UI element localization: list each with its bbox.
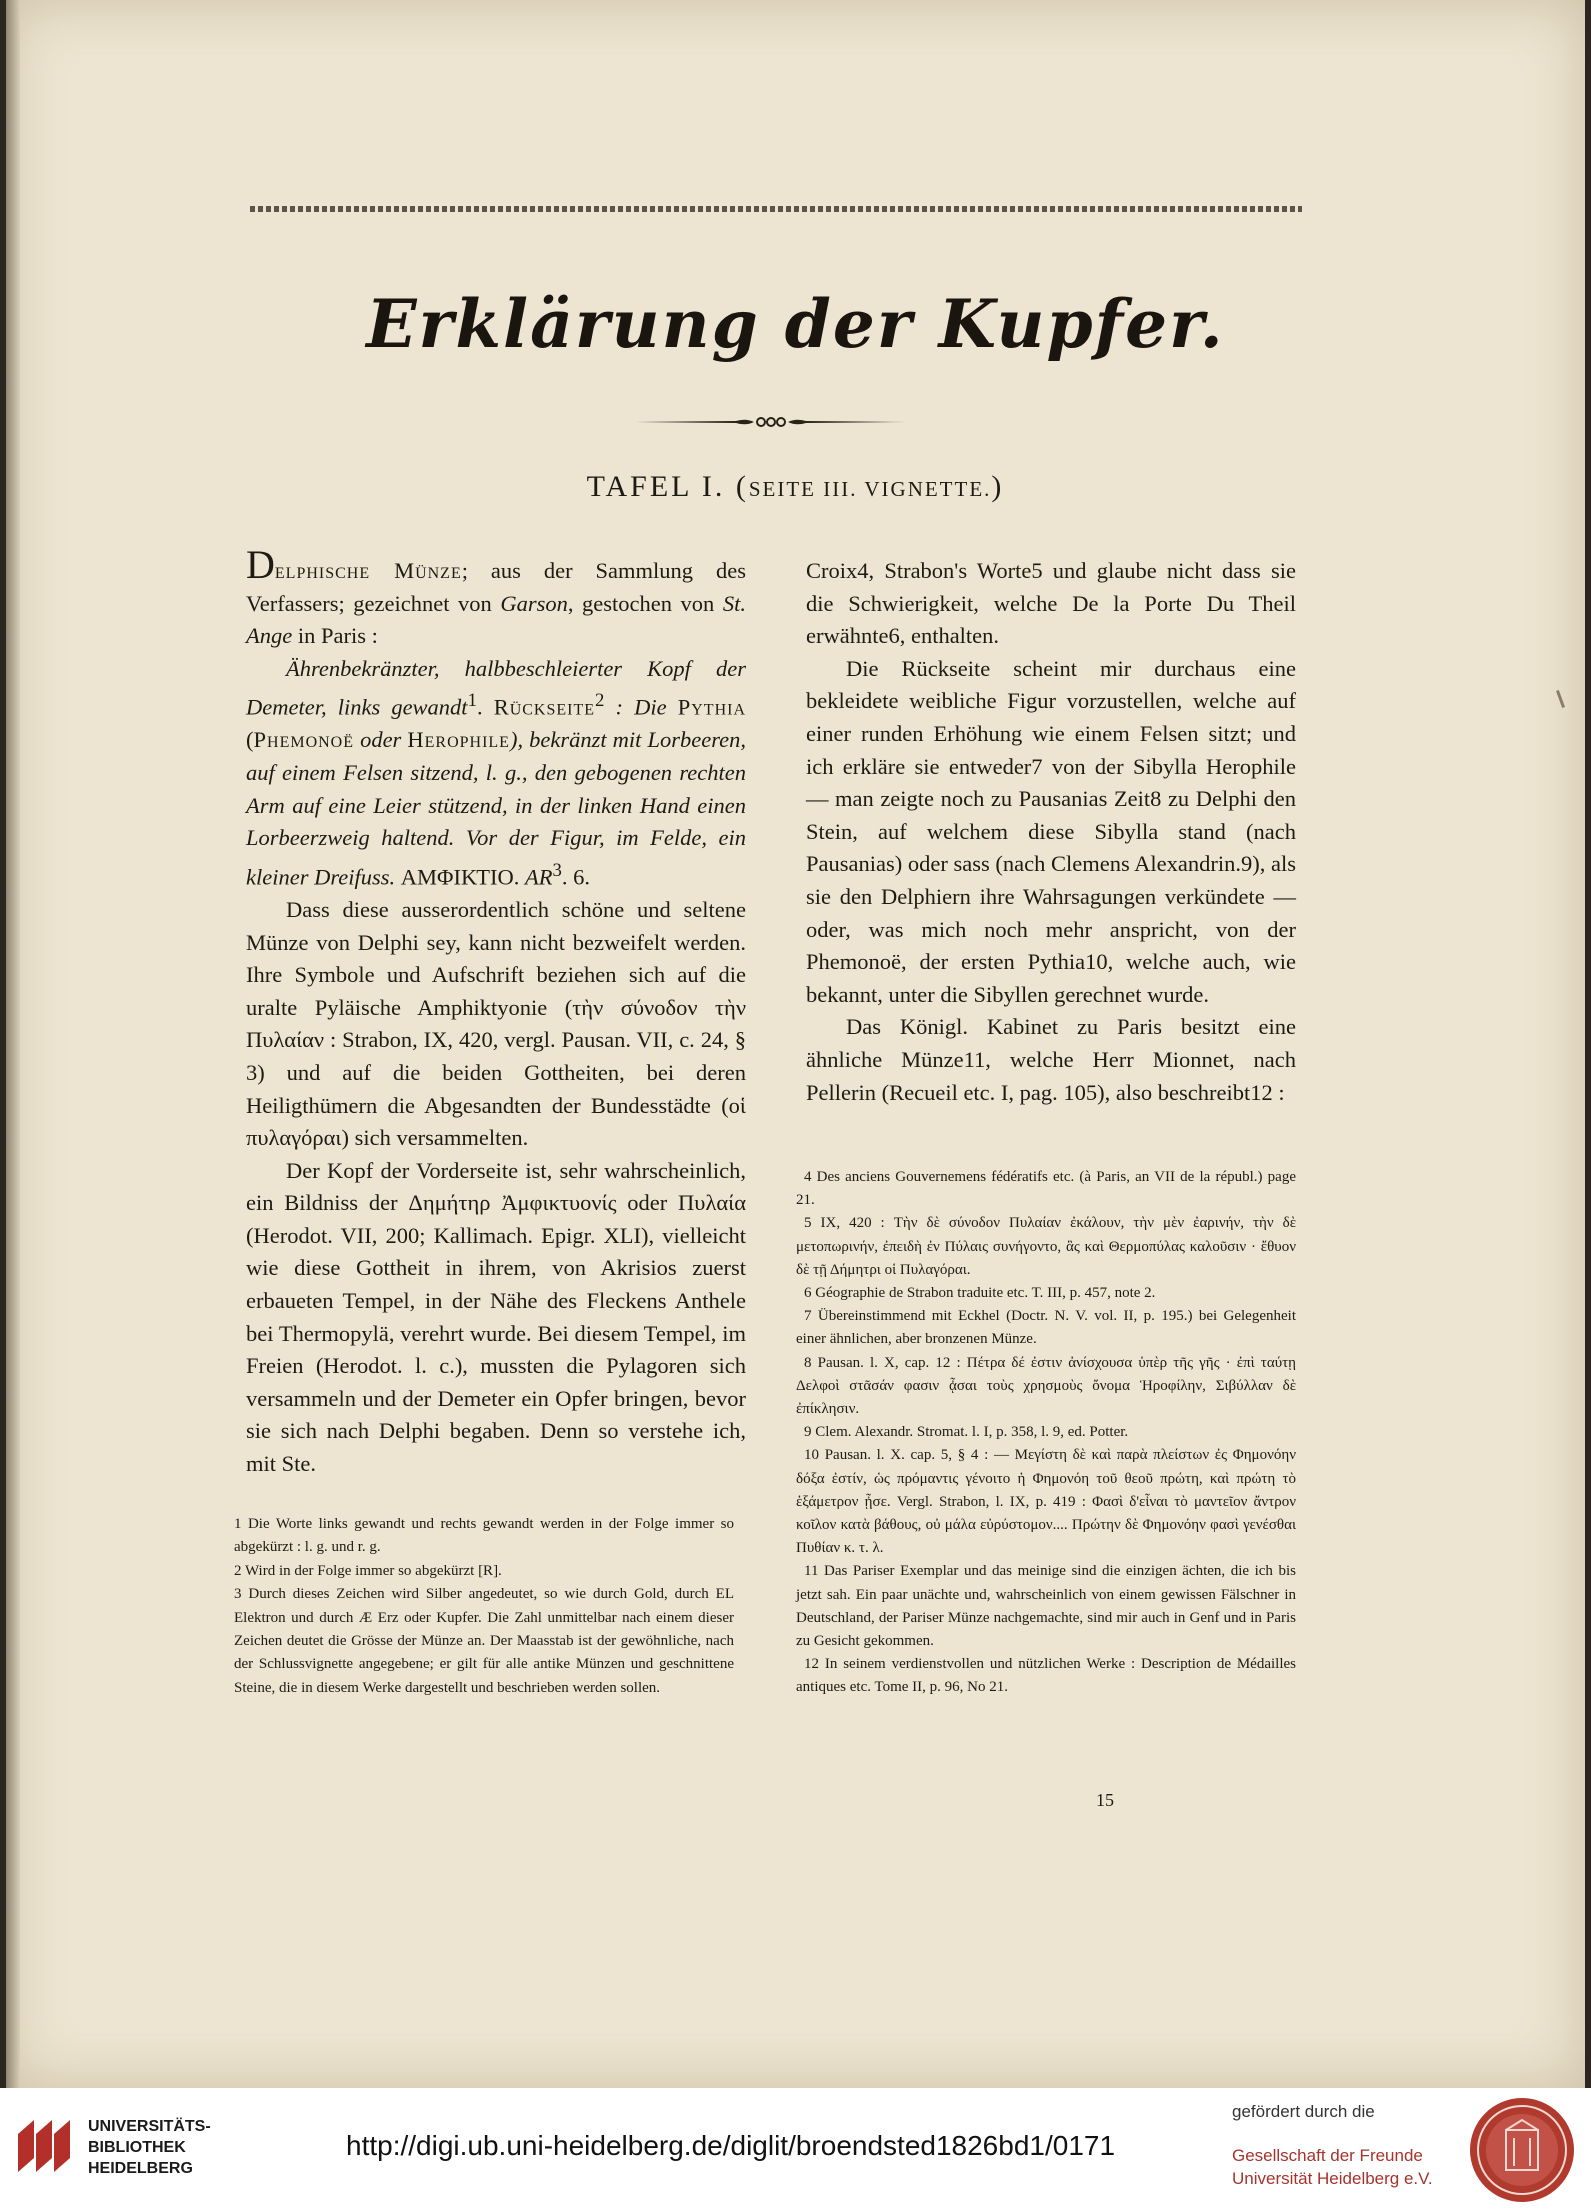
footnote: 2 Wird in der Folge immer so abgekürzt [R].: [234, 1562, 502, 1579]
heading-close: ): [991, 470, 1005, 503]
sponsor-line: Gesellschaft der Freunde: [1232, 2146, 1423, 2165]
decorative-rule-top: [250, 206, 1302, 212]
text-run: .: [476, 694, 494, 720]
footnote-ref: 3: [552, 859, 562, 881]
footnote: 7 Übereinstimmend mit Eckhel (Doctr. N. V. vol. II, p. 195.) bei Gelegenheit einer ähnlichen, aber bronzenen Münze.: [796, 1308, 1296, 1348]
university-seal-icon[interactable]: [1468, 2096, 1576, 2204]
text-run: ; aus der Sammlung des Verfassers; gezeichnet von: [246, 558, 746, 616]
drop-cap: D: [246, 542, 275, 587]
digitization-footer: [0, 2088, 1591, 2210]
artist-name: Garson: [500, 590, 568, 616]
margin-mark: [1556, 690, 1565, 708]
footnote: 8 Pausan. l. X, cap. 12 : Πέτρα δέ ἐστιν ἀνίσχουσα ὑπὲρ τῆς γῆς · ἐπὶ ταύτῃ Δελφοὶ στᾶσάν φασιν ᾆσαι τοὺς χρησμοὺς ὄνομα Ἡροφίλην, Σιβύλλαν δὲ ἐπίκλησιν.: [796, 1354, 1296, 1418]
footnote: 4 Des anciens Gouvernemens fédératifs etc. (à Paris, an VII de la républ.) page 21.: [796, 1169, 1296, 1209]
text-run: ), bekränzt mit Lorbeeren, auf einem Felsen sitzend, l. g., den gebogenen rechten Arm auf eine Leier stützend, in der linken Hand einen Lorbeerzweig haltend. Vor der Figur, im Felde, ein kleiner Dreifuss.: [246, 727, 746, 890]
permalink-url[interactable]: http://digi.ub.uni-heidelberg.de/diglit/broendsted1826bd1/0171: [346, 2130, 1116, 2161]
footnote: 10 Pausan. l. X. cap. 5, § 4 : — Μεγίστη δὲ καὶ παρὰ πλείστων ἐς Φημονόην δόξα ἐστίν, ὡς πρόμαντις γένοιτο ἡ Φημονόη τοῦ θεοῦ πρώτη, καὶ πρώτη τὸ ἑξάμετρον ᾖσε. Vergl. Strabon, l. IX, p. 419 : Φασὶ δ'εἶναι τὸ μαντεῖον ἄντρον κοῖλον κατὰ βάθους, οὐ μάλα εὐρύστομον.... Πρώτην δὲ Φημονόην φασὶ γενέσθαι Πυθίαν κ. τ. λ.: [796, 1447, 1296, 1557]
coin-inscription: ΑΜΦΙΚΤΙΟ.: [400, 864, 525, 890]
text-run: Rückseite: [493, 694, 596, 720]
plate-heading: [6, 470, 1585, 504]
left-column: [246, 542, 747, 1481]
scanned-page: [6, 0, 1585, 2088]
right-paragraph-3: Das Königl. Kabinet zu Paris besitzt eine ähnliche Münze11, welche Herr Mionnet, nach Pellerin (Recueil etc. I, pag. 105), also beschreibt12 :: [806, 1014, 1296, 1105]
text-run: : Die: [604, 694, 678, 720]
footnote: 1 Die Worte links gewandt und rechts gewandt werden in der Folge immer so abgekürzt : l. g. und r. g.: [234, 1516, 734, 1556]
library-name[interactable]: [88, 2116, 211, 2179]
ornament-divider: [636, 414, 906, 430]
text-run: Phemonoë: [253, 727, 355, 753]
footnote: 12 In seinem verdienstvollen und nützlichen Werke : Description de Médailles antiques etc. Tome II, p. 96, No 21.: [796, 1656, 1296, 1696]
engraver-name: St. Ange: [246, 590, 746, 649]
footnote: 5 IX, 420 : Τὴν δὲ σύνοδον Πυλαίαν ἐκάλουν, τὴν μὲν ἐαρινήν, τὴν δὲ μετοπωρινήν, ἐπειδὴ ἐν Πύλαις συνήγοντο, ἃς καὶ Θερμοπύλας καλοῦσιν · ἔθυον δὲ τῇ Δήμητρι οἱ Πυλαγόραι.: [796, 1215, 1296, 1278]
footnotes-left: [234, 1513, 734, 1700]
left-paragraph-3: Dass diese ausserordentlich schöne und seltene Münze von Delphi sey, kann nicht bezweifelt werden. Ihre Symbole und Aufschrift beziehen sich auf die uralte Pyläische Amphiktyonie (τὴν σύνοδον τὴν Πυλαίαν : Strabon, IX, 420, vergl. Pausan. VII, c. 24, § 3) und auf die beiden Gottheiten, bei deren Heiligthümern die Abgesandten der Bundesstädte (οἱ πυλαγόραι) sich versammelten.: [246, 896, 746, 1151]
library-line: UNIVERSITÄTS-: [88, 2118, 211, 2135]
text-run: in Paris :: [292, 623, 378, 649]
library-logo-icon[interactable]: [14, 2116, 74, 2176]
text-run: (: [246, 727, 254, 753]
right-column: [806, 555, 1296, 1109]
text-run: . 6.: [561, 864, 590, 890]
library-line: BIBLIOTHEK: [88, 2139, 186, 2156]
library-line: HEIDELBERG: [88, 2160, 193, 2177]
footnotes-right: [796, 1166, 1296, 1700]
text-run: oder: [354, 727, 408, 753]
footnote-ref: 2: [595, 690, 605, 712]
footnote-ref: 1: [467, 690, 477, 712]
page-edge: [6, 0, 20, 2088]
sponsor-name[interactable]: [1232, 2144, 1433, 2190]
footnote: 11 Das Pariser Exemplar und das meinige sind die einzigen ächten, die ich bis jetzt sah. Ein paar unächte und, wahrscheinlich von einem gewissen Fälschner in Deutschland, der Pariser Münze nachgemachte, sind mir auch in Genf und in Paris zu Gesicht gekommen.: [796, 1563, 1296, 1650]
page-number: 15: [1096, 1790, 1114, 1810]
page-title: Erklärung der Kupfer.: [366, 285, 1225, 363]
text-run: Ährenbekränzter, halbbeschleierter Kopf der Demeter, links gewandt: [246, 655, 746, 720]
left-paragraph-1: [246, 542, 746, 653]
text-run: , gestochen von: [567, 590, 723, 616]
sponsor-intro: gefördert durch die: [1232, 2102, 1375, 2121]
text-run: Pythia: [677, 694, 747, 720]
left-paragraph-4: Der Kopf der Vorderseite ist, sehr wahrscheinlich, ein Bildniss der Δημήτηρ Ἀμφικτυονίς oder Πυλαία (Herodot. VII, 200; Kallimach. Epigr. XLI), vielleicht wie diese Gottheit in ihrem, von Akrisios zuerst erbaueten Tempel, in der Nähe des Fleckens Anthele bei Thermopylä, verehrt wurde. Bei diesem Tempel, im Freien (Herodot. l. c.), mussten die Pylagoren sich versammeln und der Demeter ein Opfer bringen, bevor sie sich nach Delphi begaben. Denn so verstehe ich, mit Ste.: [246, 1157, 746, 1477]
right-paragraph-2: Die Rückseite scheint mir durchaus eine bekleidete weibliche Figur vorzustellen, welche auf einer runden Erhöhung wie einem Felsen sitzt; und ich erkläre sie entweder7 von der Sibylla Herophile — man zeigte noch zu Pausanias Zeit8 zu Delphi den Stein, auf welchem diese Sibylla stand (nach Pausanias) oder sass (nach Clemens Alexandrin.9), als sie den Delphiern ihre Wahrsagungen verkündete — oder, was mich noch mehr anspricht, von der Phemonoë, der ersten Pythia10, welche auch, wie bekannt, unter die Sibyllen gerechnet wurde.: [806, 655, 1296, 1007]
footnote: 3 Durch dieses Zeichen wird Silber angedeutet, so wie durch Gold, durch EL Elektron und durch Æ Erz oder Kupfer. Die Zahl unmittelbar nach einem dieser Zeichen deutet die Grösse der Münze an. Der Maasstab ist der gewöhnliche, nach der Schlussvignette angegebene; er gilt für alle antike Münzen und geschnittene Steine, die in diesem Werke dargestellt und beschrieben werden sollen.: [234, 1586, 734, 1696]
footnote: 9 Clem. Alexandr. Stromat. l. I, p. 358, l. 9, ed. Potter.: [804, 1424, 1129, 1441]
heading-subtitle: SEITE III. VIGNETTE.: [748, 477, 992, 501]
left-paragraph-2: [246, 653, 746, 894]
text-run: Herophile: [407, 727, 510, 753]
footnote: 6 Géographie de Strabon traduite etc. T. III, p. 457, note 2.: [804, 1285, 1156, 1302]
heading-main: TAFEL I. (: [586, 470, 749, 503]
right-paragraph-1: Croix4, Strabon's Worte5 und glaube nicht dass sie die Schwierigkeit, welche De la Porte Du Theil erwähnte6, enthalten.: [806, 558, 1296, 649]
sponsor-line: Universität Heidelberg e.V.: [1232, 2169, 1433, 2188]
coin-name: elphische Münze: [274, 558, 462, 583]
metal-mark: AR: [524, 864, 553, 890]
